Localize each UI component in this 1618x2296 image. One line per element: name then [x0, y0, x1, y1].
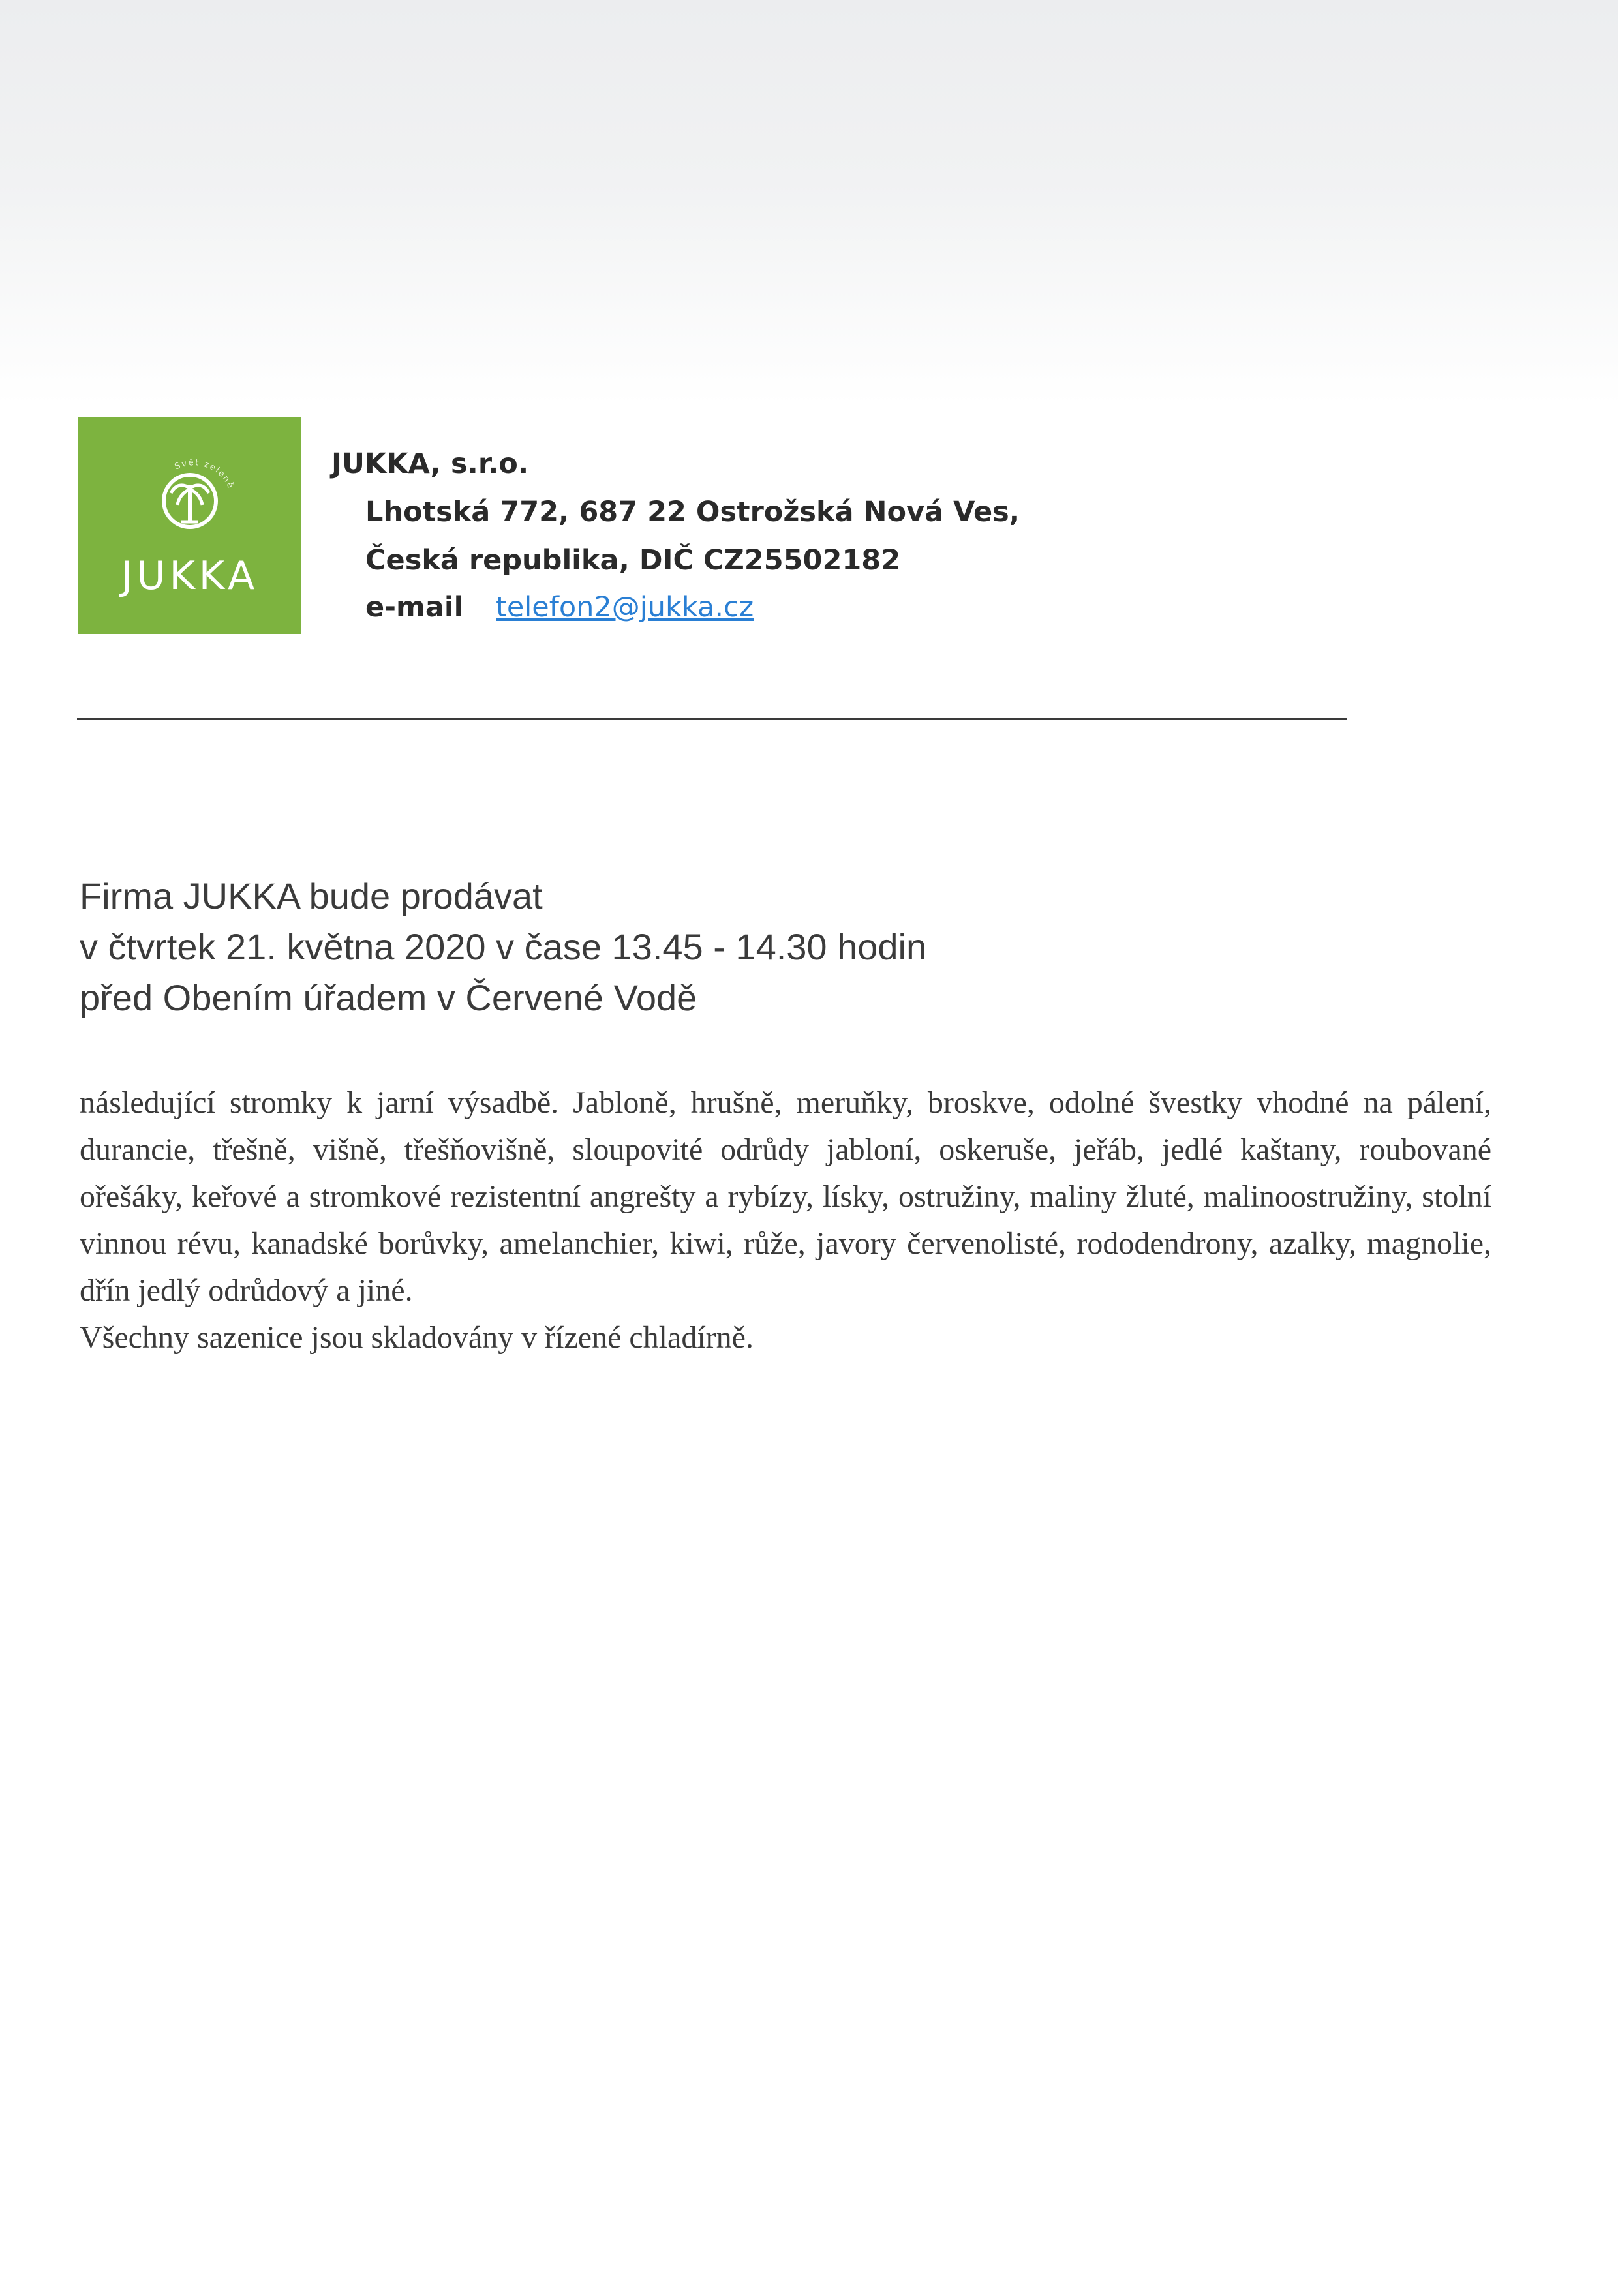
address-line-1: Lhotská 772, 687 22 Ostrožská Nová Ves, — [365, 496, 1020, 528]
jukka-logo — [78, 417, 301, 634]
palm-tree-icon — [78, 417, 301, 634]
email-link[interactable]: telefon2@jukka.cz — [496, 591, 754, 624]
product-paragraph: následující stromky k jarní výsadbě. Jabloně, hrušně, meruňky, broskve, odolné švestky vhodné na pálení, durancie, třešně, višně, třešňovišně, sloupovité odrůdy jabloní, oskeruše, jeřáb, jedlé kaštany, roubované ořešáky, keřové a stromkové rezistentní angrešty a rybízy, lísky, ostružiny, maliny žluté, malinoostružiny, stolní vinnou révu, kanadské borůvky, amelanchier, kiwi, růže, javory červenolisté, rododendrony, azalky, magnolie, dřín jedlý odrůdový a jiné. — [80, 1085, 1491, 1308]
company-name: JUKKA, s.r.o. — [331, 447, 529, 480]
product-list-text — [80, 1080, 1491, 1361]
email-row — [365, 591, 754, 624]
email-label: e-mail — [365, 591, 464, 624]
notice-line-1: Firma JUKKA bude prodávat — [80, 875, 543, 916]
notice-line-3: před Obením úřadem v Červené Vodě — [80, 977, 697, 1018]
notice-line-2: v čtvrtek 21. května 2020 v čase 13.45 - 14.30 hodin — [80, 926, 927, 967]
logo-wordmark: JUKKA — [121, 553, 259, 599]
scan-shading — [0, 0, 1618, 404]
storage-note: Všechny sazenice jsou skladovány v řízené chladírně. — [80, 1320, 754, 1355]
address-line-2: Česká republika, DIČ CZ25502182 — [365, 544, 901, 577]
sale-notice — [80, 871, 926, 1023]
header-divider — [77, 718, 1347, 720]
logo-arc-text: Svět zeleně — [173, 458, 236, 491]
